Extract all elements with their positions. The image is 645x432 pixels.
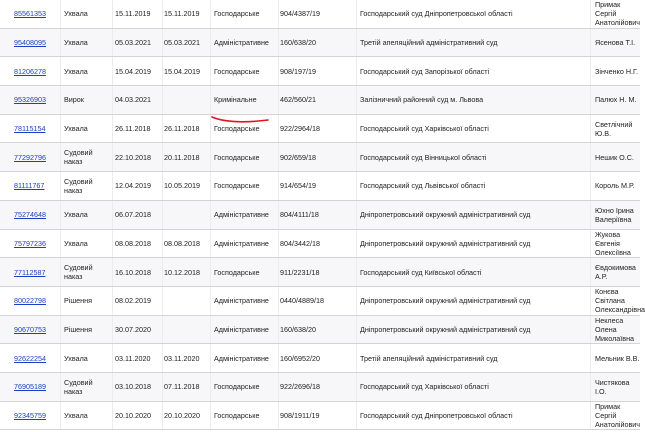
decision-id-link[interactable]: 76905189 [14,382,46,392]
document-type-cell: Ухвала [64,124,88,134]
judge-name-cell: Примак Сергій Анатолійович [595,401,641,429]
case-number-cell: 904/4387/19 [280,9,320,19]
table-row [0,29,640,58]
column-divider [210,258,211,286]
registration-date-cell: 10.05.2019 [164,181,200,191]
decision-id-cell [14,344,60,372]
table-row [0,230,640,259]
decision-date-cell: 16.10.2018 [115,267,151,277]
column-divider [60,402,61,430]
column-divider [60,86,61,114]
table-row [0,344,640,373]
registration-date-cell: 15.04.2019 [164,66,200,76]
decision-date-cell: 22.10.2018 [115,152,151,162]
column-divider [60,29,61,57]
decision-id-link[interactable]: 90670753 [14,324,46,334]
column-divider [60,57,61,85]
column-divider [112,29,113,57]
document-type-cell: Рішення [64,296,92,306]
table-row [0,402,640,431]
judge-name-cell: Жукова Євгенія Олексіївна [595,229,631,257]
column-divider [210,86,211,114]
case-number-cell: 922/2696/18 [280,382,320,392]
document-type-cell: Ухвала [64,210,88,220]
column-divider [60,201,61,229]
registration-date-cell: 08.08.2018 [164,238,200,248]
case-number-cell: 902/659/18 [280,152,316,162]
court-name-cell: Дніпропетровський окружний адміністративний суд [360,296,531,306]
column-divider [210,287,211,315]
column-divider [112,344,113,372]
column-divider [210,230,211,258]
proceeding-form-cell: Адміністративне [214,38,269,48]
column-divider [112,115,113,143]
case-number-cell: 908/197/19 [280,66,316,76]
decision-id-link[interactable]: 95326903 [14,95,46,105]
column-divider [112,57,113,85]
decision-date-cell: 30.07.2020 [115,324,151,334]
column-divider [112,258,113,286]
registration-date-cell: 10.12.2018 [164,267,200,277]
document-type-cell: Судовий наказ [64,176,93,195]
proceeding-form-cell: Адміністративне [214,296,269,306]
decision-date-cell: 05.03.2021 [115,38,151,48]
column-divider [112,402,113,430]
decision-id-cell [14,143,60,171]
column-divider [590,258,591,286]
document-type-cell: Ухвала [64,410,88,420]
decision-id-link[interactable]: 92622254 [14,353,46,363]
proceeding-form-cell: Адміністративне [214,353,269,363]
decision-id-link[interactable]: 95408095 [14,38,46,48]
decision-id-cell [14,29,60,57]
decision-id-link[interactable]: 78115154 [14,124,46,134]
court-name-cell: Господарський суд Харківської області [360,124,489,134]
table-row [0,316,640,345]
proceeding-form-cell: Кримінальне [214,95,257,105]
registration-date-cell [164,201,210,229]
registration-date-cell: 26.11.2018 [164,124,200,134]
column-divider [112,0,113,28]
court-name-cell: Дніпропетровський окружний адміністративний суд [360,324,531,334]
column-divider [590,57,591,85]
document-type-cell: Ухвала [64,353,88,363]
case-number-cell: 0440/4889/18 [280,296,324,306]
column-divider [590,143,591,171]
decision-date-cell: 08.02.2019 [115,296,151,306]
registration-date-cell: 05.03.2021 [164,38,200,48]
table-row [0,373,640,402]
column-divider [590,29,591,57]
column-divider [590,344,591,372]
decision-id-link[interactable]: 81111767 [14,181,45,191]
table-row [0,115,640,144]
case-number-cell: 908/1911/19 [280,410,320,420]
decision-date-cell: 03.11.2020 [115,353,151,363]
table-row [0,0,640,29]
court-name-cell: Господарський суд Дніпропетровської області [360,9,513,19]
judge-name-cell: Євдокимова А.Р. [595,263,636,282]
column-divider [60,115,61,143]
column-divider [112,230,113,258]
document-type-cell: Ухвала [64,238,88,248]
case-number-cell: 914/654/19 [280,181,316,191]
court-name-cell: Третій апеляційний адміністративний суд [360,353,498,363]
column-divider [60,258,61,286]
decision-id-cell [14,402,60,430]
proceeding-form-cell: Господарське [214,181,260,191]
proceeding-form-cell: Адміністративне [214,210,269,220]
case-number-cell: 160/638/20 [280,324,316,334]
column-divider [60,287,61,315]
judge-name-cell: Палюх Н. М. [595,95,637,105]
column-divider [112,172,113,200]
column-divider [210,29,211,57]
column-divider [60,316,61,344]
document-type-cell: Судовий наказ [64,148,93,167]
decision-id-cell [14,0,60,28]
column-divider [112,287,113,315]
column-divider [112,143,113,171]
registration-date-cell [164,287,210,315]
case-number-cell: 922/2964/18 [280,124,320,134]
decision-date-cell: 12.04.2019 [115,181,151,191]
proceeding-form-cell: Господарське [214,410,260,420]
red-underline-annotation [210,114,272,126]
column-divider [60,0,61,28]
column-divider [60,143,61,171]
column-divider [590,373,591,401]
column-divider [210,344,211,372]
court-name-cell: Третій апеляційний адміністративний суд [360,38,498,48]
column-divider [60,230,61,258]
court-name-cell: Дніпропетровський окружний адміністративний суд [360,238,531,248]
registration-date-cell: 15.11.2019 [164,9,200,19]
column-divider [112,316,113,344]
column-divider [590,402,591,430]
decision-id-link[interactable]: 77112587 [14,267,46,277]
decision-date-cell: 04.03.2021 [115,95,151,105]
proceeding-form-cell: Адміністративне [214,238,269,248]
table-row [0,143,640,172]
court-name-cell: Залізничний районний суд м. Львова [360,95,484,105]
judge-name-cell: Светлічний Ю.В. [595,119,633,138]
judge-name-cell: Юхно Ірина Валеріївна [595,205,634,224]
decision-id-link[interactable]: 81206278 [14,66,46,76]
judge-name-cell: Король М.Р. [595,181,635,191]
case-number-cell: 160/638/20 [280,38,316,48]
proceeding-form-cell: Господарське [214,267,260,277]
column-divider [112,373,113,401]
table-row [0,86,640,115]
column-divider [590,115,591,143]
judge-name-cell: Чистякова І.О. [595,377,630,396]
table-row [0,57,640,86]
document-type-cell: Ухвала [64,66,88,76]
decision-date-cell: 08.08.2018 [115,238,151,248]
decision-id-link[interactable]: 92345759 [14,410,46,420]
column-divider [590,172,591,200]
judge-name-cell: Примак Сергій Анатолійович [595,0,641,28]
decision-id-link[interactable]: 77292796 [14,152,46,162]
column-divider [210,172,211,200]
decision-date-cell: 15.04.2019 [115,66,151,76]
court-name-cell: Господарський суд Вінницької області [360,152,487,162]
court-name-cell: Господарський суд Київської області [360,267,482,277]
column-divider [112,86,113,114]
column-divider [590,201,591,229]
registration-date-cell [164,316,210,344]
table-row [0,172,640,201]
column-divider [590,86,591,114]
registration-date-cell: 20.10.2020 [164,410,200,420]
document-type-cell: Судовий наказ [64,263,93,282]
column-divider [590,0,591,28]
decision-date-cell: 20.10.2020 [115,410,151,420]
decision-date-cell: 06.07.2018 [115,210,151,220]
column-divider [60,344,61,372]
court-name-cell: Господарський суд Запорізької області [360,66,490,76]
column-divider [210,402,211,430]
column-divider [60,172,61,200]
proceeding-form-cell: Адміністративне [214,324,269,334]
column-divider [590,316,591,344]
proceeding-form-cell: Господарське [214,9,260,19]
proceeding-form-cell: Господарське [214,382,260,392]
document-type-cell: Рішення [64,324,92,334]
column-divider [210,373,211,401]
court-name-cell: Господарський суд Львівської області [360,181,486,191]
decision-id-cell [14,86,60,114]
column-divider [590,230,591,258]
judge-name-cell: Мельник В.В. [595,353,640,363]
judge-name-cell: Конєва Світлана Олександрівна [595,287,645,315]
decision-id-cell [14,316,60,344]
decision-id-link[interactable]: 80022798 [14,296,46,306]
case-number-cell: 804/4111/18 [280,210,319,220]
document-type-cell: Ухвала [64,38,88,48]
proceeding-form-cell: Господарське [214,152,260,162]
decision-id-link[interactable]: 85561353 [14,9,46,19]
registration-date-cell: 20.11.2018 [164,152,200,162]
column-divider [210,0,211,28]
decision-id-cell [14,172,60,200]
decision-id-cell [14,201,60,229]
column-divider [210,201,211,229]
decision-date-cell: 03.10.2018 [115,382,151,392]
decision-id-cell [14,115,60,143]
column-divider [210,57,211,85]
proceeding-form-cell: Господарське [214,66,260,76]
registration-date-cell: 07.11.2018 [164,382,200,392]
registration-date-cell [164,86,210,114]
column-divider [112,201,113,229]
court-name-cell: Дніпропетровський окружний адміністративний суд [360,210,531,220]
case-number-cell: 911/2231/18 [280,267,320,277]
decision-id-cell [14,373,60,401]
judge-name-cell: Нешик О.С. [595,152,634,162]
document-type-cell: Вирок [64,95,84,105]
column-divider [590,287,591,315]
case-number-cell: 160/6952/20 [280,353,320,363]
decision-id-cell [14,230,60,258]
decision-id-link[interactable]: 75797236 [14,238,46,248]
table-row [0,287,645,316]
decision-id-link[interactable]: 75274648 [14,210,46,220]
case-number-cell: 804/3442/18 [280,238,320,248]
judge-name-cell: Неклеса Олена Миколаївна [595,315,635,343]
column-divider [210,316,211,344]
court-name-cell: Господарський суд Харківської області [360,382,489,392]
court-name-cell: Господарський суд Дніпропетровської області [360,410,513,420]
decision-id-cell [14,57,60,85]
judge-name-cell: Зінченко Н.Г. [595,66,639,76]
table-row [0,258,640,287]
table-row [0,201,640,230]
judge-name-cell: Ясенова Т.І. [595,38,636,48]
proceeding-form-cell: Господарське [214,124,260,134]
decision-id-cell [14,258,60,286]
column-divider [210,143,211,171]
decision-date-cell: 15.11.2019 [115,9,151,19]
decision-id-cell [14,287,60,315]
registration-date-cell: 03.11.2020 [164,353,200,363]
document-type-cell: Ухвала [64,9,88,19]
document-type-cell: Судовий наказ [64,377,93,396]
case-number-cell: 462/560/21 [280,95,316,105]
decision-date-cell: 26.11.2018 [115,124,151,134]
column-divider [60,373,61,401]
